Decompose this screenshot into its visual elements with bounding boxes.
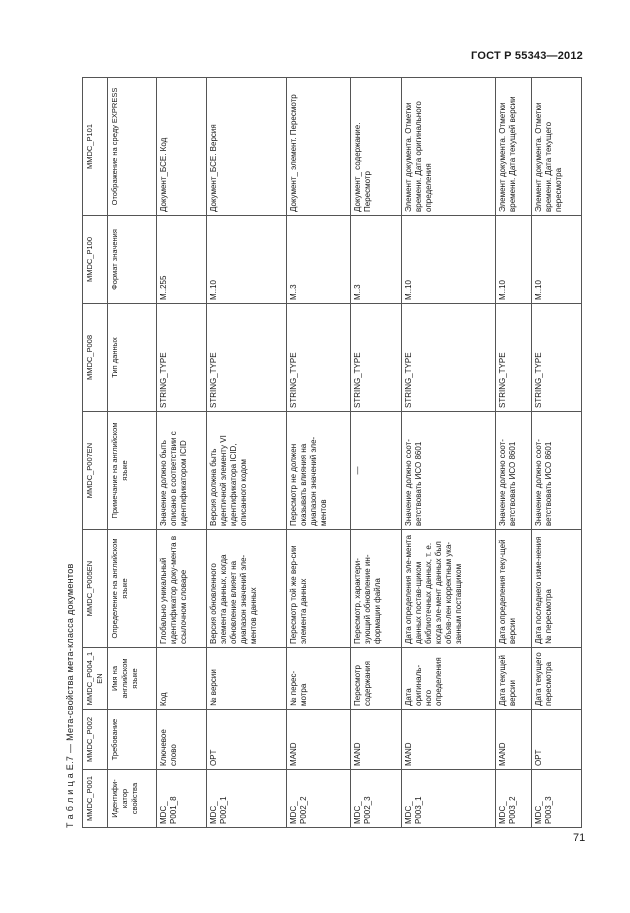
code-cell: MMDC_P002 <box>83 710 108 770</box>
cell-id: MDC_ P003_3 <box>531 770 581 828</box>
cell-express: Документ_ элемент. Пересмотр <box>286 78 351 216</box>
cell-definition: Глобально уникальный идентификатор доку-мента в ссылочном словаре <box>157 530 207 648</box>
cell-name: Дата текущего пересмотра <box>531 648 581 710</box>
cell-requirement: Ключевое слово <box>157 710 207 770</box>
cell-definition: Дата определения теку-щей версии <box>495 530 531 648</box>
code-cell: MMDC_P005EN <box>83 530 108 648</box>
cell-note: Пересмотр не должен оказывать влияния на диапазон значений эле-ментов <box>286 412 351 530</box>
cell-name: Дата текущей версии <box>495 648 531 710</box>
cell-express: Элемент документа. Отметки времени. Дата текущего пересмотра <box>531 78 581 216</box>
standard-header: ГОСТ Р 55343—2012 <box>471 50 583 62</box>
cell-requirement: MAND <box>351 710 401 770</box>
cell-requirement: MAND <box>495 710 531 770</box>
header-cell: Идентифи-катор свойства <box>108 770 157 828</box>
table-row <box>531 78 581 828</box>
code-cell: MMDC_P101 <box>83 78 108 216</box>
table-row <box>286 78 351 828</box>
cell-format: M..3 <box>351 216 401 304</box>
cell-definition: Дата определения эле-мента данных постав-щиком библиотечных данных, т. е. когда эле-мент данных был объяв-лен корректным ука-занным поставщиком <box>401 530 495 648</box>
code-cell: MMDC_P007EN <box>83 412 108 530</box>
cell-note: Версия должна быть идентичной элементу VI идентификатора ICID, описанного кодом <box>207 412 286 530</box>
code-cell: MMDC_P004_1EN <box>83 648 108 710</box>
code-cell: MMDC_P008 <box>83 304 108 412</box>
cell-id: MDC_ P002_3 <box>351 770 401 828</box>
cell-name: Код <box>157 648 207 710</box>
code-cell: MMDC_P001 <box>83 770 108 828</box>
header-cell: Требование <box>108 710 157 770</box>
cell-format: M..255 <box>157 216 207 304</box>
cell-datatype: STRING_TYPE <box>531 304 581 412</box>
table-row <box>207 78 286 828</box>
cell-express: Документ_ содержание. Пересмотр <box>351 78 401 216</box>
cell-id: MDC_ P002_1 <box>207 770 286 828</box>
cell-datatype: STRING_TYPE <box>401 304 495 412</box>
cell-datatype: STRING_TYPE <box>207 304 286 412</box>
code-cell: MMDC_P100 <box>83 216 108 304</box>
cell-note: Значение должно соот-ветствовать ИСО 8601 <box>401 412 495 530</box>
cell-requirement: OPT <box>531 710 581 770</box>
cell-express: Документ_БСЕ. Версия <box>207 78 286 216</box>
header-cell: Отображение на среду EXPRESS <box>108 78 157 216</box>
cell-definition: Пересмотр той же вер-сии элемента данных <box>286 530 351 648</box>
table-row <box>401 78 495 828</box>
cell-name: Пересмотр содержания <box>351 648 401 710</box>
cell-requirement: MAND <box>286 710 351 770</box>
cell-format: M..10 <box>495 216 531 304</box>
cell-requirement: MAND <box>401 710 495 770</box>
table-row <box>157 78 207 828</box>
table-row <box>351 78 401 828</box>
meta-properties-table <box>82 77 582 828</box>
cell-note: Значение должно соот-ветствовать ИСО 8601 <box>531 412 581 530</box>
cell-note: Значение должно быть описано в соответствии с идентификатором ICID <box>157 412 207 530</box>
cell-format: M..10 <box>207 216 286 304</box>
cell-name: № версии <box>207 648 286 710</box>
cell-datatype: STRING_TYPE <box>495 304 531 412</box>
table-row <box>495 78 531 828</box>
cell-definition: Версия обновленного элемента данных, когда обновление влияет на диапазон значений эле-ментов данных <box>207 530 286 648</box>
cell-definition: Дата последнего изме-нения № пересмотра <box>531 530 581 648</box>
cell-note: Значение должно соот-ветствовать ИСО 8601 <box>495 412 531 530</box>
cell-id: MDC_ P001_8 <box>157 770 207 828</box>
cell-express: Документ_БСЕ. Код <box>157 78 207 216</box>
cell-name: Дата оригиналь-ного определения <box>401 648 495 710</box>
cell-datatype: STRING_TYPE <box>286 304 351 412</box>
table-code-row <box>83 78 108 828</box>
cell-datatype: STRING_TYPE <box>157 304 207 412</box>
cell-datatype: STRING_TYPE <box>351 304 401 412</box>
header-cell: Тип данных <box>108 304 157 412</box>
cell-format: M..10 <box>531 216 581 304</box>
cell-express: Элемент документа. Отметки времени. Дата текущей версии <box>495 78 531 216</box>
header-cell: Формат значения <box>108 216 157 304</box>
page-number: 71 <box>573 832 586 844</box>
cell-id: MDC_ P003_2 <box>495 770 531 828</box>
cell-express: Элемент документа. Отметки времени. Дата оригинального определения <box>401 78 495 216</box>
table-header-row <box>108 78 157 828</box>
rotated-table-block <box>62 78 582 828</box>
cell-requirement: OPT <box>207 710 286 770</box>
cell-format: M..10 <box>401 216 495 304</box>
header-cell: Определение на английском языке <box>108 530 157 648</box>
cell-id: MDC_ P003_1 <box>401 770 495 828</box>
cell-name: № перес-мотра <box>286 648 351 710</box>
table-title: Т а б л и ц а Е.7 — Мета-свойства мета-класса документов <box>65 563 75 828</box>
header-cell: Имя на английском языке <box>108 648 157 710</box>
cell-format: M..3 <box>286 216 351 304</box>
header-cell: Примечание на английском языке <box>108 412 157 530</box>
cell-note: — <box>351 412 401 530</box>
cell-id: MDC_ P002_2 <box>286 770 351 828</box>
cell-definition: Пересмотр, характери-зующий обновление ин-формации файла <box>351 530 401 648</box>
